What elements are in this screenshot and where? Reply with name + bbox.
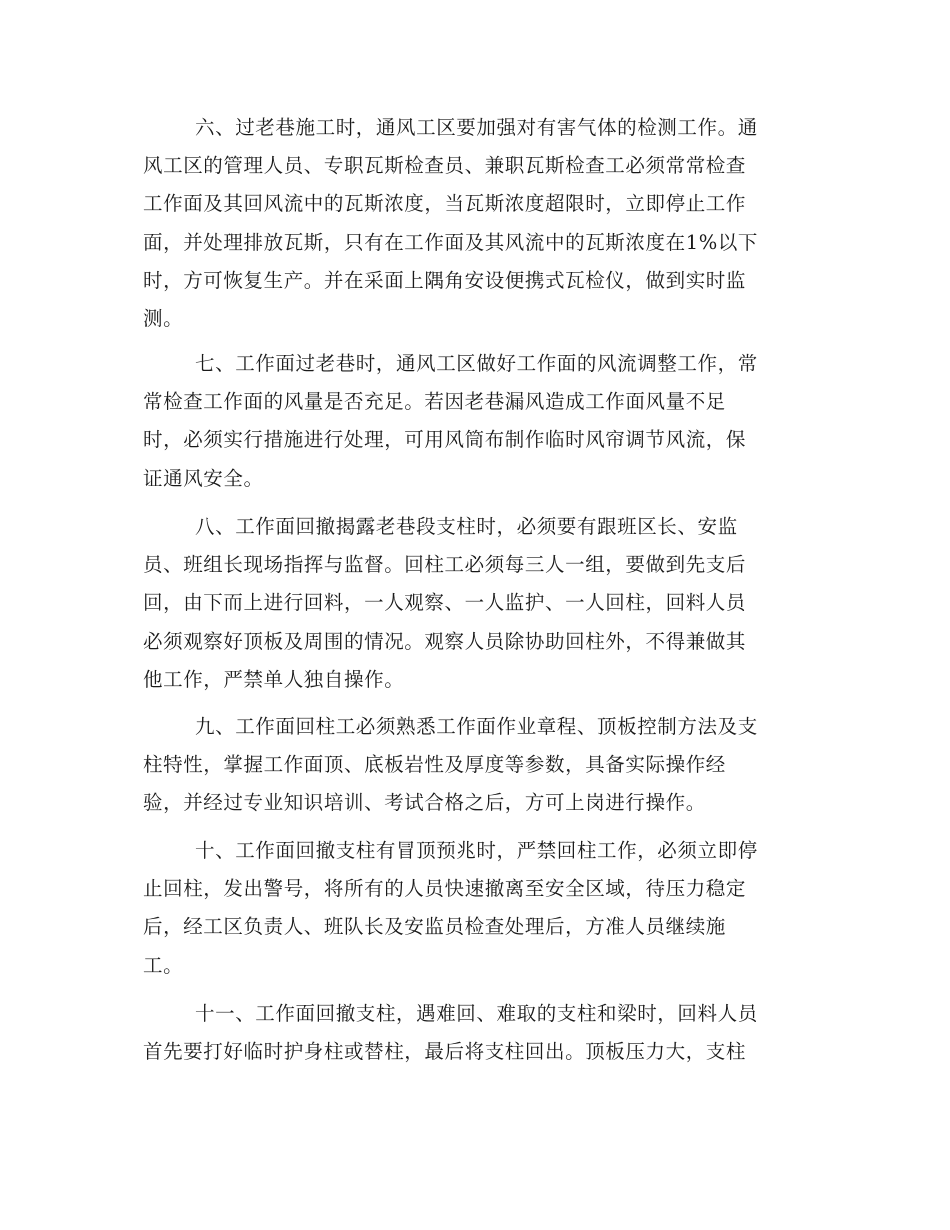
text-line: 风工区的管理人员、专职瓦斯检查员、兼职瓦斯检查工必须常常检查 — [143, 154, 747, 178]
text-line: 常检查工作面的风量是否充足。若因老巷漏风造成工作面风量不足 — [143, 390, 726, 414]
paragraph-7 — [143, 345, 823, 498]
text-line: 证通风安全。 — [143, 466, 264, 490]
paragraph-8 — [143, 508, 823, 699]
text-line: 九、工作面回柱工必须熟悉工作面作业章程、顶板控制方法及支 — [195, 715, 758, 738]
paragraph-9 — [143, 708, 823, 823]
text-line: 工作面及其回风流中的瓦斯浓度，当瓦斯浓度超限时，立即停止工作 — [143, 192, 747, 216]
text-line: 测。 — [143, 307, 184, 331]
text-line: 首先要打好临时护身柱或替柱，最后将支柱回出。顶板压力大，支柱 — [143, 1040, 747, 1064]
text-line: 工。 — [143, 953, 184, 977]
text-line: 十、工作面回撤支柱有冒顶预兆时，严禁回柱工作，必须立即停 — [195, 839, 758, 862]
text-line: 时，方可恢复生产。并在采面上隅角安设便携式瓦检仪，做到实时监 — [143, 268, 747, 292]
text-line: 验，并经过专业知识培训、考试合格之后，方可上岗进行操作。 — [143, 791, 706, 815]
text-line: 员、班组长现场指挥与监督。回柱工必须每三人一组，要做到先支后 — [143, 553, 747, 577]
paragraph-11 — [143, 995, 823, 1071]
text-line: 七、工作面过老巷时，通风工区做好工作面的风流调整工作，常 — [195, 352, 758, 375]
text-line: 后，经工区负责人、班队长及安监员检查处理后，方准人员继续施 — [143, 915, 726, 939]
text-line: 他工作，严禁单人独自操作。 — [143, 667, 405, 691]
text-line: 八、工作面回撤揭露老巷段支柱时，必须要有跟班区长、安监 — [195, 515, 738, 538]
text-line: 必须观察好顶板及周围的情况。观察人员除协助回柱外，不得兼做其 — [143, 629, 747, 653]
text-line: 回，由下而上进行回料，一人观察、一人监护、一人回柱，回料人员 — [143, 591, 747, 615]
text-line: 止回柱，发出警号，将所有的人员快速撤离至安全区域，待压力稳定 — [143, 877, 747, 901]
text-line: 时，必须实行措施进行处理，可用风筒布制作临时风帘调节风流，保 — [143, 428, 747, 452]
paragraph-6 — [143, 109, 823, 338]
text-line: 十一、工作面回撤支柱，遇难回、难取的支柱和梁时，回料人员 — [195, 1002, 758, 1025]
text-line: 面，并处理排放瓦斯，只有在工作面及其风流中的瓦斯浓度在1%以下 — [143, 230, 759, 254]
text-line: 六、过老巷施工时，通风工区要加强对有害气体的检测工作。通 — [195, 116, 758, 139]
paragraph-10 — [143, 832, 823, 985]
text-line: 柱特性，掌握工作面顶、底板岩性及厚度等参数，具备实际操作经 — [143, 753, 726, 777]
